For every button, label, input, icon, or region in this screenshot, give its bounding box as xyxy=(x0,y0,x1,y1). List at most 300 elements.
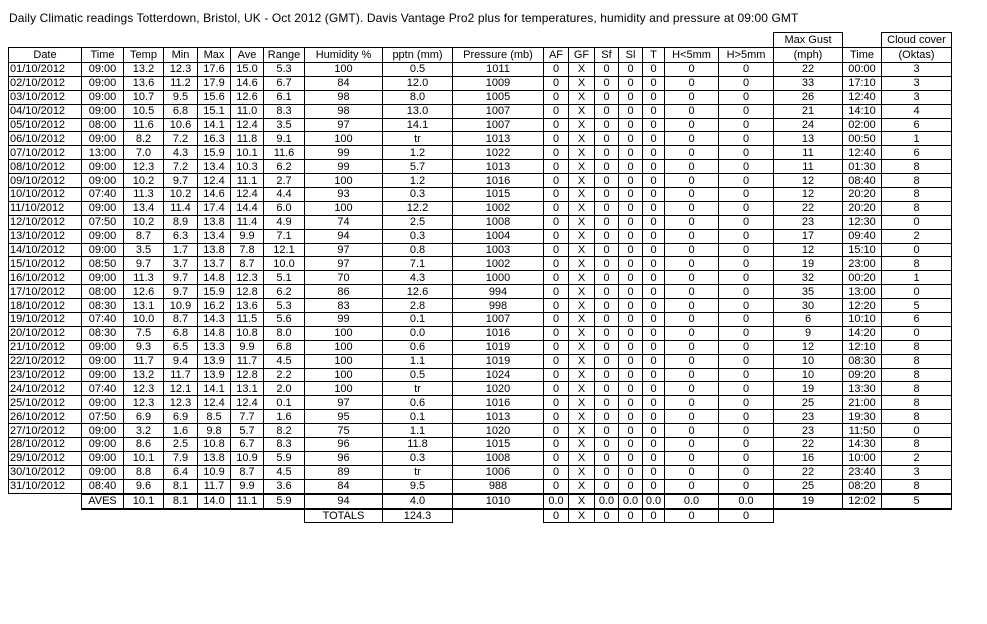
cell-gf: X xyxy=(569,257,595,271)
cell-hail-lt5: 0 xyxy=(665,354,719,368)
cell-time: 09:00 xyxy=(82,424,124,438)
cell-pressure: 1013 xyxy=(453,410,544,424)
cell-pptn: 1.1 xyxy=(383,424,453,438)
cell-time: 09:00 xyxy=(82,368,124,382)
cell-af: 0 xyxy=(544,438,569,452)
cell-sl: 0 xyxy=(619,354,643,368)
cell-hail-gt5: 0 xyxy=(719,132,774,146)
cell-gf: X xyxy=(569,465,595,479)
table-row xyxy=(9,118,952,132)
cell-range: 2.2 xyxy=(264,368,305,382)
cell-hail-gt5: 0 xyxy=(719,63,774,77)
cell-ave: 12.8 xyxy=(231,285,264,299)
cell-cloud-cover: 4 xyxy=(882,104,952,118)
total-pptn: 124.3 xyxy=(383,509,453,523)
cell-sf: 0 xyxy=(595,118,619,132)
cell-range: 5.1 xyxy=(264,271,305,285)
cell-range: 6.0 xyxy=(264,201,305,215)
cell-gust-time: 00:00 xyxy=(843,63,882,77)
cell-t: 0 xyxy=(643,299,665,313)
cell-t: 0 xyxy=(643,257,665,271)
cell-t: 0 xyxy=(643,340,665,354)
avg-sl: 0.0 xyxy=(619,494,643,509)
cell-humidity: 94 xyxy=(305,229,383,243)
cell-cloud-cover: 5 xyxy=(882,299,952,313)
cell-time: 09:00 xyxy=(82,174,124,188)
cell-gf: X xyxy=(569,368,595,382)
table-row xyxy=(9,438,952,452)
cell-sf: 0 xyxy=(595,285,619,299)
cell-date: 02/10/2012 xyxy=(9,76,82,90)
cell-gust-time: 08:30 xyxy=(843,354,882,368)
cell-max: 11.7 xyxy=(198,479,231,493)
cell-sl: 0 xyxy=(619,201,643,215)
cell-gf: X xyxy=(569,188,595,202)
avg-t: 0.0 xyxy=(643,494,665,509)
cell-humidity: 100 xyxy=(305,63,383,77)
cell-time: 09:00 xyxy=(82,104,124,118)
cell-sf: 0 xyxy=(595,424,619,438)
cell-hail-gt5: 0 xyxy=(719,104,774,118)
cell-gf: X xyxy=(569,146,595,160)
table-row xyxy=(9,368,952,382)
cell-t: 0 xyxy=(643,396,665,410)
cell-min: 8.9 xyxy=(164,215,198,229)
cell-pptn: 1.2 xyxy=(383,146,453,160)
cell-min: 1.7 xyxy=(164,243,198,257)
cell-gust-time: 09:40 xyxy=(843,229,882,243)
cell-time: 07:40 xyxy=(82,382,124,396)
cell-sl: 0 xyxy=(619,229,643,243)
cell-date: 03/10/2012 xyxy=(9,90,82,104)
cell-temp: 12.3 xyxy=(124,382,164,396)
cell-cloud-cover: 8 xyxy=(882,354,952,368)
cell-sl: 0 xyxy=(619,174,643,188)
cell-range: 4.5 xyxy=(264,465,305,479)
cell-max-gust: 21 xyxy=(774,104,843,118)
cell-max: 15.9 xyxy=(198,285,231,299)
cell-ave: 8.7 xyxy=(231,257,264,271)
table-row xyxy=(9,313,952,327)
cell-ave: 12.4 xyxy=(231,118,264,132)
cell-gf: X xyxy=(569,90,595,104)
cell-pptn: 2.8 xyxy=(383,299,453,313)
cell-range: 0.1 xyxy=(264,396,305,410)
cell-pressure: 1024 xyxy=(453,368,544,382)
cell-sf: 0 xyxy=(595,465,619,479)
cell-max-gust: 22 xyxy=(774,465,843,479)
cell-range: 5.3 xyxy=(264,299,305,313)
cell-sf: 0 xyxy=(595,368,619,382)
cell-gf: X xyxy=(569,424,595,438)
cell-humidity: 86 xyxy=(305,285,383,299)
cell-gf: X xyxy=(569,354,595,368)
cell-hail-lt5: 0 xyxy=(665,201,719,215)
cell-max-gust: 30 xyxy=(774,299,843,313)
cell-min: 3.7 xyxy=(164,257,198,271)
col-pressure: Pressure (mb) xyxy=(453,48,544,63)
table-row xyxy=(9,382,952,396)
cell-pressure: 1000 xyxy=(453,271,544,285)
cell-pressure: 1005 xyxy=(453,90,544,104)
cell-cloud-cover: 0 xyxy=(882,243,952,257)
cell-pressure: 1016 xyxy=(453,326,544,340)
cell-hail-lt5: 0 xyxy=(665,132,719,146)
cell-humidity: 75 xyxy=(305,424,383,438)
cell-ave: 10.1 xyxy=(231,146,264,160)
cell-pressure: 988 xyxy=(453,479,544,493)
cell-date: 01/10/2012 xyxy=(9,63,82,77)
cell-hail-gt5: 0 xyxy=(719,257,774,271)
cell-pptn: tr xyxy=(383,132,453,146)
cell-temp: 6.9 xyxy=(124,410,164,424)
cell-temp: 11.3 xyxy=(124,188,164,202)
cell-af: 0 xyxy=(544,215,569,229)
col-oktas: (Oktas) xyxy=(882,48,952,63)
cell-af: 0 xyxy=(544,340,569,354)
cell-gf: X xyxy=(569,410,595,424)
cell-min: 10.9 xyxy=(164,299,198,313)
cell-gust-time: 21:00 xyxy=(843,396,882,410)
cell-min: 9.4 xyxy=(164,354,198,368)
cell-max: 12.4 xyxy=(198,174,231,188)
cell-hail-lt5: 0 xyxy=(665,243,719,257)
cell-max: 15.9 xyxy=(198,146,231,160)
cell-pptn: 14.1 xyxy=(383,118,453,132)
cell-time: 09:00 xyxy=(82,63,124,77)
cell-ave: 14.6 xyxy=(231,76,264,90)
col-gust-unit: (mph) xyxy=(774,48,843,63)
cell-sl: 0 xyxy=(619,104,643,118)
cell-sf: 0 xyxy=(595,132,619,146)
cell-sl: 0 xyxy=(619,257,643,271)
cell-sl: 0 xyxy=(619,118,643,132)
cell-ave: 6.7 xyxy=(231,438,264,452)
cell-sf: 0 xyxy=(595,174,619,188)
cell-sf: 0 xyxy=(595,396,619,410)
cell-max-gust: 12 xyxy=(774,188,843,202)
cell-pressure: 1020 xyxy=(453,424,544,438)
cell-hail-lt5: 0 xyxy=(665,451,719,465)
avg-max: 14.0 xyxy=(198,494,231,509)
cell-min: 11.2 xyxy=(164,76,198,90)
cell-af: 0 xyxy=(544,396,569,410)
cell-gust-time: 20:20 xyxy=(843,201,882,215)
cell-time: 08:50 xyxy=(82,257,124,271)
avg-range: 5.9 xyxy=(264,494,305,509)
cell-ave: 12.4 xyxy=(231,396,264,410)
cell-gf: X xyxy=(569,132,595,146)
cell-cloud-cover: 6 xyxy=(882,146,952,160)
cell-t: 0 xyxy=(643,410,665,424)
cell-cloud-cover: 3 xyxy=(882,76,952,90)
avg-gust-time: 12:02 xyxy=(843,494,882,509)
cell-sf: 0 xyxy=(595,76,619,90)
cell-min: 2.5 xyxy=(164,438,198,452)
cell-af: 0 xyxy=(544,104,569,118)
cell-hail-lt5: 0 xyxy=(665,188,719,202)
cell-max-gust: 32 xyxy=(774,271,843,285)
cell-gf: X xyxy=(569,104,595,118)
cell-pptn: 0.3 xyxy=(383,229,453,243)
cell-gf: X xyxy=(569,326,595,340)
cell-sl: 0 xyxy=(619,396,643,410)
cell-gf: X xyxy=(569,313,595,327)
cell-cloud-cover: 2 xyxy=(882,229,952,243)
cell-max-gust: 23 xyxy=(774,215,843,229)
cell-af: 0 xyxy=(544,188,569,202)
cell-time: 07:50 xyxy=(82,410,124,424)
col-date: Date xyxy=(9,48,82,63)
cell-max: 10.9 xyxy=(198,465,231,479)
cell-range: 6.1 xyxy=(264,90,305,104)
cell-af: 0 xyxy=(544,424,569,438)
cloud-cover-header: Cloud cover xyxy=(882,33,952,48)
cell-min: 6.4 xyxy=(164,465,198,479)
cell-ave: 11.7 xyxy=(231,354,264,368)
cell-humidity: 84 xyxy=(305,479,383,493)
cell-hail-lt5: 0 xyxy=(665,285,719,299)
cell-range: 6.2 xyxy=(264,285,305,299)
cell-af: 0 xyxy=(544,451,569,465)
cell-max: 14.3 xyxy=(198,313,231,327)
cell-hail-gt5: 0 xyxy=(719,146,774,160)
cell-gf: X xyxy=(569,340,595,354)
cell-pressure: 1019 xyxy=(453,340,544,354)
cell-t: 0 xyxy=(643,76,665,90)
cell-max-gust: 22 xyxy=(774,63,843,77)
cell-date: 05/10/2012 xyxy=(9,118,82,132)
cell-af: 0 xyxy=(544,118,569,132)
cell-humidity: 100 xyxy=(305,132,383,146)
cell-time: 09:00 xyxy=(82,451,124,465)
cell-gust-time: 10:10 xyxy=(843,313,882,327)
cell-pptn: 0.1 xyxy=(383,410,453,424)
cell-pressure: 1015 xyxy=(453,188,544,202)
cell-pressure: 1008 xyxy=(453,215,544,229)
cell-range: 4.9 xyxy=(264,215,305,229)
cell-hail-gt5: 0 xyxy=(719,396,774,410)
cell-humidity: 98 xyxy=(305,90,383,104)
cell-max: 15.1 xyxy=(198,104,231,118)
col-temp: Temp xyxy=(124,48,164,63)
cell-pptn: 0.6 xyxy=(383,396,453,410)
cell-max-gust: 25 xyxy=(774,479,843,493)
cell-temp: 10.1 xyxy=(124,451,164,465)
cell-t: 0 xyxy=(643,201,665,215)
cell-hail-gt5: 0 xyxy=(719,76,774,90)
cell-cloud-cover: 1 xyxy=(882,271,952,285)
cell-af: 0 xyxy=(544,382,569,396)
col-range: Range xyxy=(264,48,305,63)
cell-max: 10.8 xyxy=(198,438,231,452)
cell-temp: 8.8 xyxy=(124,465,164,479)
cell-t: 0 xyxy=(643,104,665,118)
cell-hail-gt5: 0 xyxy=(719,118,774,132)
cell-sl: 0 xyxy=(619,285,643,299)
cell-time: 13:00 xyxy=(82,146,124,160)
cell-temp: 3.2 xyxy=(124,424,164,438)
cell-pptn: 13.0 xyxy=(383,104,453,118)
cell-date: 17/10/2012 xyxy=(9,285,82,299)
cell-humidity: 97 xyxy=(305,243,383,257)
cell-sl: 0 xyxy=(619,438,643,452)
cell-temp: 10.7 xyxy=(124,90,164,104)
cell-sl: 0 xyxy=(619,146,643,160)
cell-gf: X xyxy=(569,118,595,132)
cell-hail-lt5: 0 xyxy=(665,438,719,452)
cell-time: 08:40 xyxy=(82,479,124,493)
cell-gf: X xyxy=(569,201,595,215)
cell-date: 08/10/2012 xyxy=(9,160,82,174)
cell-hail-gt5: 0 xyxy=(719,326,774,340)
cell-sl: 0 xyxy=(619,132,643,146)
cell-date: 21/10/2012 xyxy=(9,340,82,354)
cell-temp: 13.4 xyxy=(124,201,164,215)
cell-ave: 12.6 xyxy=(231,90,264,104)
cell-af: 0 xyxy=(544,201,569,215)
cell-gust-time: 12:30 xyxy=(843,215,882,229)
cell-time: 09:00 xyxy=(82,396,124,410)
cell-ave: 10.8 xyxy=(231,326,264,340)
cell-hail-gt5: 0 xyxy=(719,201,774,215)
cell-ave: 15.0 xyxy=(231,63,264,77)
cell-max: 14.1 xyxy=(198,382,231,396)
cell-gf: X xyxy=(569,479,595,493)
cell-temp: 10.2 xyxy=(124,215,164,229)
cell-min: 7.2 xyxy=(164,160,198,174)
cell-hail-gt5: 0 xyxy=(719,215,774,229)
cell-gf: X xyxy=(569,160,595,174)
cell-gust-time: 08:40 xyxy=(843,174,882,188)
cell-cloud-cover: 0 xyxy=(882,424,952,438)
cell-date: 09/10/2012 xyxy=(9,174,82,188)
cell-gust-time: 23:40 xyxy=(843,465,882,479)
cell-max-gust: 19 xyxy=(774,382,843,396)
cell-max: 13.8 xyxy=(198,215,231,229)
cell-temp: 8.6 xyxy=(124,438,164,452)
page-title: Daily Climatic readings Totterdown, Bristol, UK - Oct 2012 (GMT). Davis Vantage Pro2 plus for temperatures, humidity and pressure at 09:00 GMT xyxy=(9,11,799,25)
cell-hail-lt5: 0 xyxy=(665,340,719,354)
cell-max: 13.9 xyxy=(198,368,231,382)
cell-hail-lt5: 0 xyxy=(665,104,719,118)
cell-cloud-cover: 8 xyxy=(882,438,952,452)
cell-hail-lt5: 0 xyxy=(665,229,719,243)
cell-max: 13.4 xyxy=(198,229,231,243)
cell-gust-time: 14:20 xyxy=(843,326,882,340)
cell-min: 7.9 xyxy=(164,451,198,465)
cell-gust-time: 01:30 xyxy=(843,160,882,174)
cell-pressure: 1016 xyxy=(453,396,544,410)
cell-sf: 0 xyxy=(595,90,619,104)
cell-ave: 9.9 xyxy=(231,479,264,493)
cell-max: 16.3 xyxy=(198,132,231,146)
cell-humidity: 70 xyxy=(305,271,383,285)
cell-hail-gt5: 0 xyxy=(719,271,774,285)
cell-pressure: 1016 xyxy=(453,174,544,188)
cell-cloud-cover: 0 xyxy=(882,215,952,229)
cell-min: 6.8 xyxy=(164,326,198,340)
cell-pptn: 0.8 xyxy=(383,243,453,257)
cell-pressure: 994 xyxy=(453,285,544,299)
cell-date: 25/10/2012 xyxy=(9,396,82,410)
cell-max-gust: 24 xyxy=(774,118,843,132)
cell-temp: 3.5 xyxy=(124,243,164,257)
cell-range: 5.3 xyxy=(264,63,305,77)
cell-range: 6.7 xyxy=(264,76,305,90)
table-row xyxy=(9,132,952,146)
cell-gust-time: 17:10 xyxy=(843,76,882,90)
cell-min: 6.8 xyxy=(164,104,198,118)
cell-humidity: 97 xyxy=(305,396,383,410)
col-gust-time: Time xyxy=(843,48,882,63)
cell-min: 8.7 xyxy=(164,313,198,327)
cell-pressure: 1002 xyxy=(453,257,544,271)
cell-pressure: 1020 xyxy=(453,382,544,396)
cell-t: 0 xyxy=(643,118,665,132)
cell-temp: 11.3 xyxy=(124,271,164,285)
total-af: 0 xyxy=(544,509,569,523)
table-row xyxy=(9,396,952,410)
col-hail-lt5: H<5mm xyxy=(665,48,719,63)
cell-cloud-cover: 3 xyxy=(882,465,952,479)
cell-date: 22/10/2012 xyxy=(9,354,82,368)
header-row xyxy=(9,48,952,63)
cell-date: 06/10/2012 xyxy=(9,132,82,146)
cell-ave: 11.8 xyxy=(231,132,264,146)
cell-max: 14.8 xyxy=(198,326,231,340)
cell-pptn: 2.5 xyxy=(383,215,453,229)
cell-t: 0 xyxy=(643,146,665,160)
table-row xyxy=(9,174,952,188)
cell-sf: 0 xyxy=(595,382,619,396)
cell-t: 0 xyxy=(643,382,665,396)
cell-sl: 0 xyxy=(619,299,643,313)
cell-temp: 10.0 xyxy=(124,313,164,327)
cell-gf: X xyxy=(569,285,595,299)
cell-pressure: 1019 xyxy=(453,354,544,368)
cell-t: 0 xyxy=(643,438,665,452)
cell-max: 13.7 xyxy=(198,257,231,271)
cell-time: 09:00 xyxy=(82,354,124,368)
cell-humidity: 97 xyxy=(305,257,383,271)
cell-gf: X xyxy=(569,396,595,410)
cell-ave: 10.9 xyxy=(231,451,264,465)
cell-cloud-cover: 8 xyxy=(882,257,952,271)
cell-humidity: 98 xyxy=(305,104,383,118)
cell-gust-time: 14:10 xyxy=(843,104,882,118)
cell-t: 0 xyxy=(643,215,665,229)
cell-sf: 0 xyxy=(595,215,619,229)
cell-t: 0 xyxy=(643,479,665,493)
cell-cloud-cover: 2 xyxy=(882,451,952,465)
cell-sf: 0 xyxy=(595,63,619,77)
cell-cloud-cover: 6 xyxy=(882,313,952,327)
cell-pptn: 12.2 xyxy=(383,201,453,215)
cell-temp: 10.2 xyxy=(124,174,164,188)
cell-min: 6.9 xyxy=(164,410,198,424)
cell-af: 0 xyxy=(544,146,569,160)
cell-min: 11.7 xyxy=(164,368,198,382)
col-af: AF xyxy=(544,48,569,63)
cell-humidity: 100 xyxy=(305,354,383,368)
cell-hail-lt5: 0 xyxy=(665,257,719,271)
cell-max-gust: 13 xyxy=(774,132,843,146)
max-gust-header: Max Gust xyxy=(774,33,843,48)
cell-cloud-cover: 8 xyxy=(882,188,952,202)
cell-range: 4.4 xyxy=(264,188,305,202)
cell-max-gust: 11 xyxy=(774,146,843,160)
